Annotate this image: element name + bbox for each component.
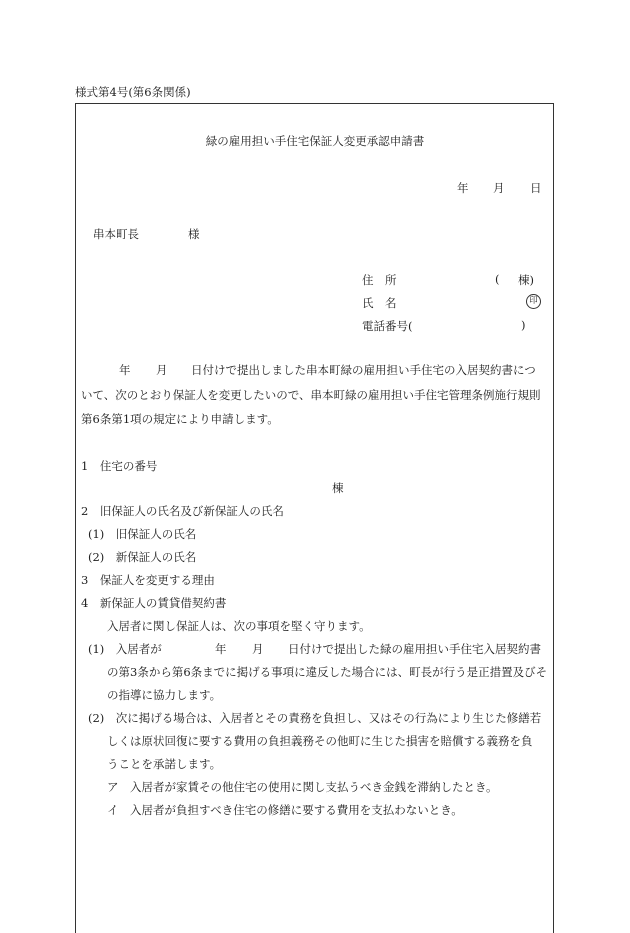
item-1-building: 棟 xyxy=(332,481,344,495)
item-4-1-a: (1) 入居者が xyxy=(88,642,162,656)
name-label: 氏 名 xyxy=(362,296,397,310)
seal-mark xyxy=(526,293,541,309)
date-month: 月 xyxy=(493,181,505,195)
phone-paren-close: ) xyxy=(521,318,526,332)
item-4-2-line2: しくは原状回復に要する費用の負担義務その他町に生じた損害を賠償する義務を負 xyxy=(107,734,533,748)
body-line-2: いて、次のとおり保証人を変更したいので、串本町緑の雇用担い手住宅管理条例施行規則 xyxy=(81,388,541,402)
item-2-2: (2) 新保証人の氏名 xyxy=(88,550,197,564)
item-4-1-month: 月 xyxy=(252,642,264,656)
item-4-1-line2: の第3条から第6条までに掲げる事項に違反した場合には、町長が行う是正措置及びそ xyxy=(107,665,548,679)
seal-icon: 印 xyxy=(526,294,541,309)
page-title: 緑の雇用担い手住宅保証人変更承認申請書 xyxy=(205,134,425,148)
addressee-name: 串本町長 xyxy=(93,227,139,241)
item-4-1-b: 日付けで提出した緑の雇用担い手住宅入居契約書 xyxy=(288,642,541,656)
item-2-1: (1) 旧保証人の氏名 xyxy=(88,527,197,541)
item-4-2-a: ア 入居者が家賃その他住宅の使用に関し支払うべき金銭を滞納したとき。 xyxy=(107,780,498,794)
item-4-1-line3: の指導に協力します。 xyxy=(107,688,222,702)
building-label: 棟) xyxy=(518,273,534,287)
date-day: 日 xyxy=(530,181,542,195)
address-label: 住 所 xyxy=(362,273,397,287)
date-year: 年 xyxy=(457,181,469,195)
item-4-2-i: イ 入居者が負担すべき住宅の修繕に要する費用を支払わないとき。 xyxy=(107,803,463,817)
addressee-suffix: 様 xyxy=(188,227,200,241)
body-line-3: 第6条第1項の規定により申請します。 xyxy=(81,412,279,426)
body-line-1: 日付けで提出しました串本町緑の雇用担い手住宅の入居契約書につ xyxy=(191,363,536,377)
item-4: 4 新保証人の賃貸借契約書 xyxy=(81,596,227,610)
item-3: 3 保証人を変更する理由 xyxy=(81,573,215,587)
item-2: 2 旧保証人の氏名及び新保証人の氏名 xyxy=(81,504,284,518)
item-4-2-line3: うことを承諾します。 xyxy=(107,757,222,771)
body-month: 月 xyxy=(156,363,168,377)
item-4-2-line1: (2) 次に掲げる場合は、入居者とその責務を負担し、又はその行為により生じた修繕若 xyxy=(88,711,542,725)
form-label: 様式第4号(第6条関係) xyxy=(75,85,191,99)
item-4-intro: 入居者に関し保証人は、次の事項を堅く守ります。 xyxy=(107,619,371,633)
item-1: 1 住宅の番号 xyxy=(81,459,158,473)
building-paren-open: ( xyxy=(495,272,500,286)
body-year: 年 xyxy=(119,363,131,377)
item-4-1-year: 年 xyxy=(215,642,227,656)
phone-label: 電話番号( xyxy=(362,319,413,333)
